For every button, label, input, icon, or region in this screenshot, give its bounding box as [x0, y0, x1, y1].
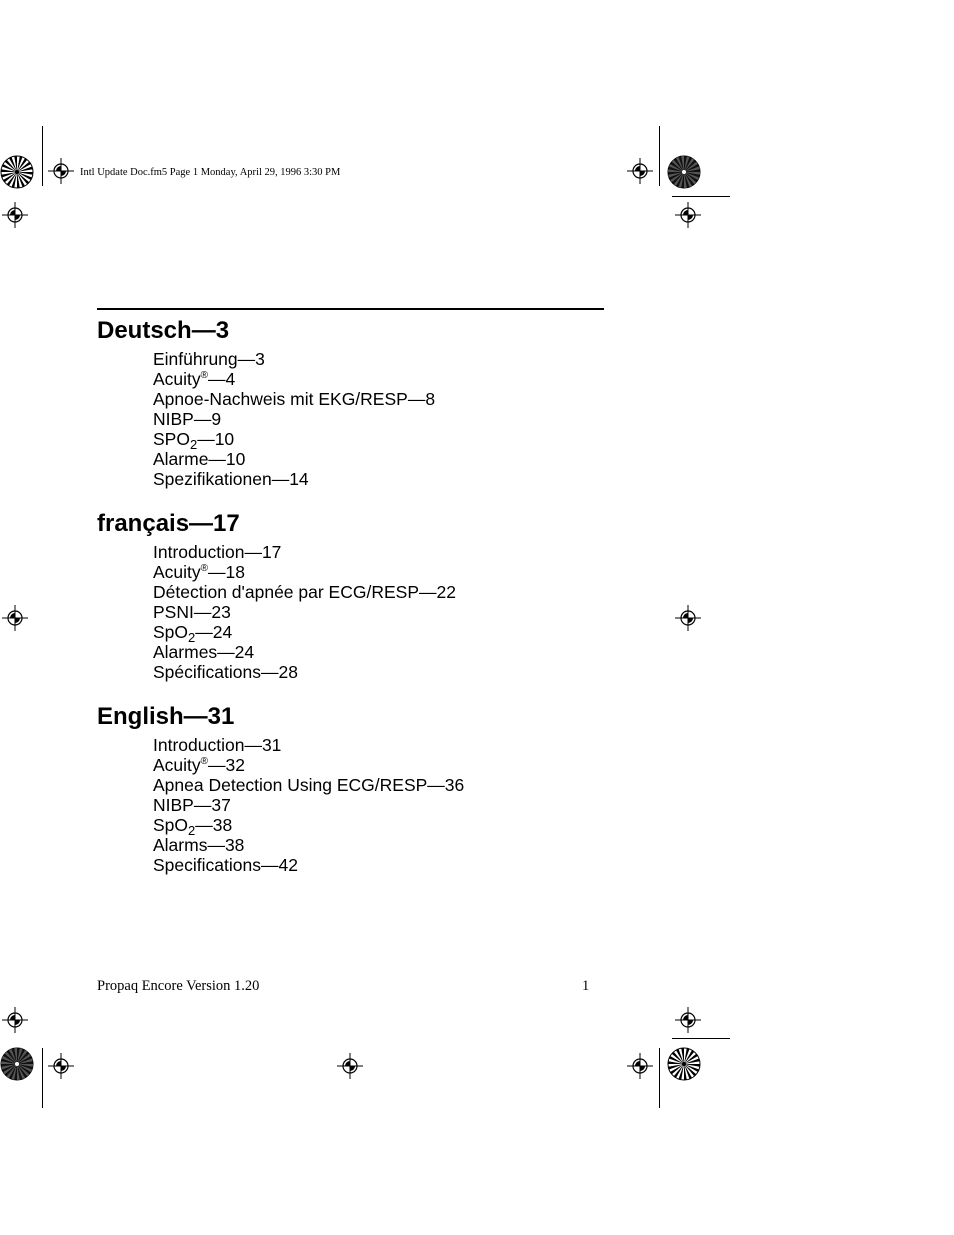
toc-entry[interactable] [153, 369, 435, 389]
toc-entry[interactable]: PSNI—23 [153, 602, 231, 622]
toc-section-francais [97, 510, 456, 682]
registration-mark-icon [48, 1053, 74, 1079]
registration-mark-icon [2, 1007, 28, 1033]
toc-entry[interactable]: Apnoe-Nachweis mit EKG/RESP—8 [153, 389, 436, 409]
section-title: français—17 [97, 510, 240, 537]
crop-mark-top-left [42, 126, 43, 186]
toc-entry[interactable]: Alarme—10 [153, 449, 246, 469]
toc-section-english [97, 703, 464, 875]
entry-page: —18 [208, 562, 245, 582]
section-title: English—31 [97, 703, 235, 730]
registration-mark-icon [48, 158, 74, 184]
toc-entry[interactable]: Apnea Detection Using ECG/RESP—36 [153, 775, 465, 795]
entry-text: Acuity [153, 369, 201, 389]
starburst-icon [667, 155, 701, 189]
header-rule [97, 308, 604, 310]
toc-entry[interactable] [153, 562, 456, 582]
toc-entry[interactable]: Introduction—31 [153, 735, 282, 755]
subscript: 2 [188, 630, 196, 645]
toc-entry[interactable] [153, 429, 435, 452]
footer-page-number: 1 [582, 978, 590, 994]
registered-mark: ® [200, 756, 209, 767]
toc-entry[interactable]: Détection d'apnée par ECG/RESP—22 [153, 582, 456, 602]
registration-mark-icon [2, 202, 28, 228]
toc-entry[interactable]: Alarmes—24 [153, 642, 255, 662]
crop-mark-bottom-right [659, 1048, 660, 1108]
toc-entry[interactable]: NIBP—9 [153, 409, 222, 429]
footer-product-version: Propaq Encore Version 1.20 [97, 978, 260, 994]
registration-mark-icon [675, 1007, 701, 1033]
entry-text: SpO [153, 815, 189, 835]
registration-mark-icon [675, 202, 701, 228]
entry-text: Acuity [153, 562, 201, 582]
crop-mark-bottom-left [42, 1048, 43, 1108]
entry-text: Acuity [153, 755, 201, 775]
starburst-icon [667, 1047, 701, 1081]
registration-mark-icon [627, 1053, 653, 1079]
registration-mark-icon [675, 605, 701, 631]
subscript: 2 [189, 437, 198, 452]
entry-page: —4 [208, 369, 236, 389]
toc-section-deutsch [97, 317, 435, 489]
section-title: Deutsch—3 [97, 317, 230, 344]
crop-mark-right-upper [672, 196, 730, 197]
registered-mark: ® [200, 563, 209, 574]
toc-entry[interactable] [153, 755, 464, 775]
entry-text: SpO [153, 622, 189, 642]
crop-mark-right-lower [672, 1038, 730, 1039]
starburst-icon [0, 1047, 34, 1081]
toc-entry[interactable]: Spezifikationen—14 [153, 469, 309, 489]
entry-page: —38 [195, 815, 233, 835]
toc-entry[interactable]: Alarms—38 [153, 835, 245, 855]
crop-mark-top-right [659, 126, 660, 186]
entry-page: —32 [208, 755, 245, 775]
registration-mark-icon [2, 605, 28, 631]
starburst-icon [0, 155, 34, 189]
registration-mark-icon [627, 158, 653, 184]
toc-entry[interactable] [153, 622, 456, 645]
toc-entry[interactable]: NIBP—37 [153, 795, 231, 815]
entry-page: —24 [195, 622, 233, 642]
toc-entry[interactable]: Specifications—42 [153, 855, 298, 875]
print-slug: Intl Update Doc.fm5 Page 1 Monday, April 29, 1996 3:30 PM [80, 167, 341, 178]
entry-text: SPO [153, 429, 190, 449]
subscript: 2 [188, 823, 196, 838]
entry-page: —10 [197, 429, 235, 449]
registration-mark-icon [337, 1053, 363, 1079]
toc-entry[interactable]: Introduction—17 [153, 542, 282, 562]
toc-entry[interactable]: Spécifications—28 [153, 662, 298, 682]
toc-entry[interactable]: Einführung—3 [153, 349, 265, 369]
registered-mark: ® [200, 370, 209, 381]
toc-entry[interactable] [153, 815, 464, 838]
